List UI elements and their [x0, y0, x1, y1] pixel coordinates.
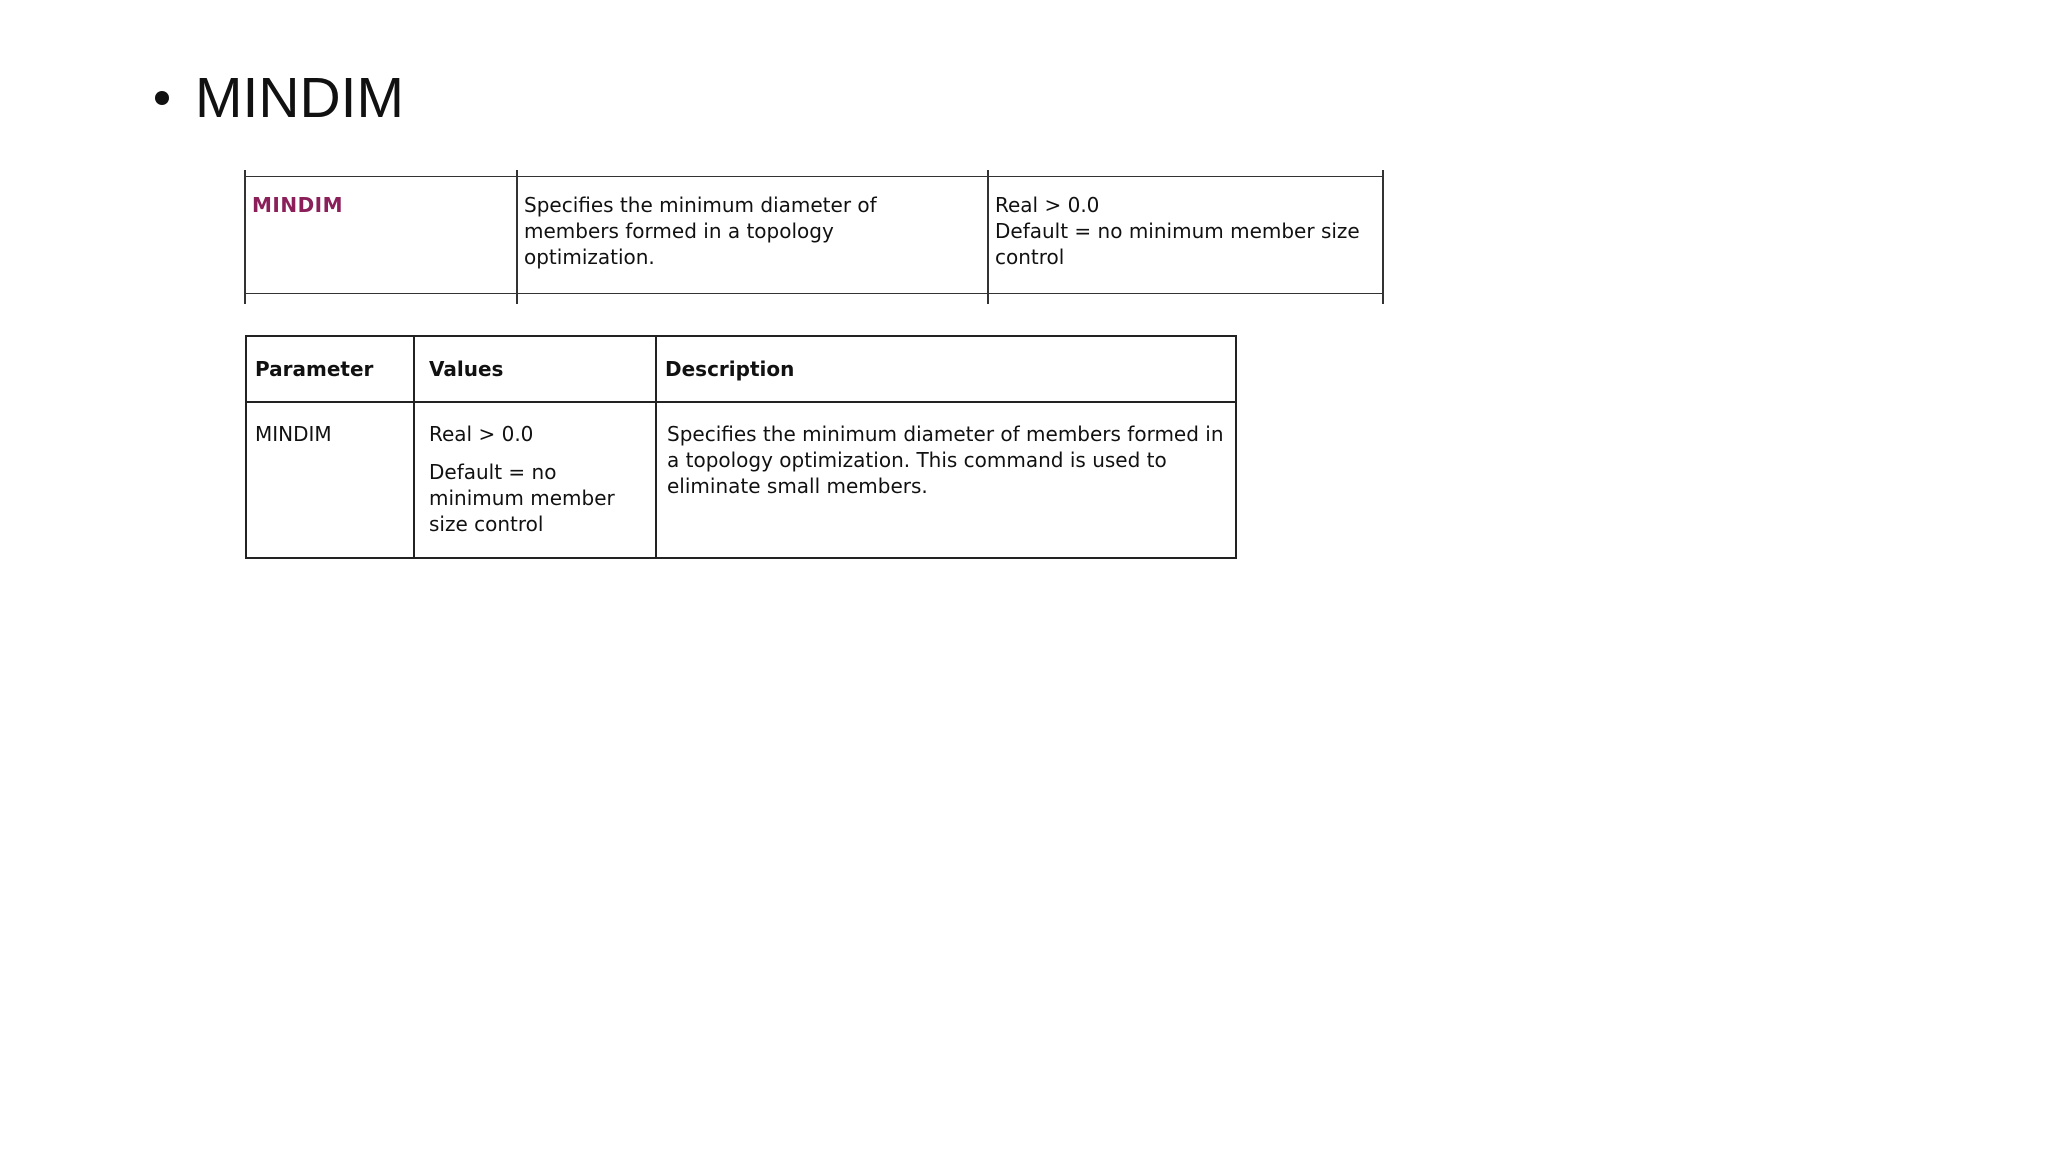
table-divider [244, 170, 246, 304]
values-line-1: Real > 0.0 [995, 193, 1100, 217]
table-row [246, 402, 1236, 558]
header-parameter: Parameter [246, 336, 414, 402]
description-cell [656, 402, 1236, 558]
heading-text: MINDIM [195, 66, 404, 130]
values-line-2: Default = no minimum member size control [429, 460, 615, 536]
values-line-1: Real > 0.0 [429, 422, 534, 446]
param-cell: MINDIM [246, 402, 414, 558]
mindim-table-legacy [244, 170, 1384, 304]
table-divider [1382, 170, 1384, 304]
header-values: Values [414, 336, 656, 402]
table-divider [516, 170, 518, 304]
values-line-2: Default = no minimum member size control [995, 219, 1360, 269]
table-header-row [246, 336, 1236, 402]
bullet-heading [155, 58, 404, 138]
values-cell [414, 402, 656, 558]
description-text: Specifies the minimum diameter of members formed in a topology optimization. This command is used to eliminate small members. [667, 422, 1224, 498]
mindim-parameter-table [245, 335, 1237, 559]
values-cell [995, 192, 1365, 270]
bullet-icon [155, 91, 169, 105]
description-cell: Specifies the minimum diameter of members formed in a topology optimization. [524, 193, 877, 269]
param-name-cell: MINDIM [252, 193, 344, 217]
table-divider [987, 170, 989, 304]
header-description: Description [656, 336, 1236, 402]
